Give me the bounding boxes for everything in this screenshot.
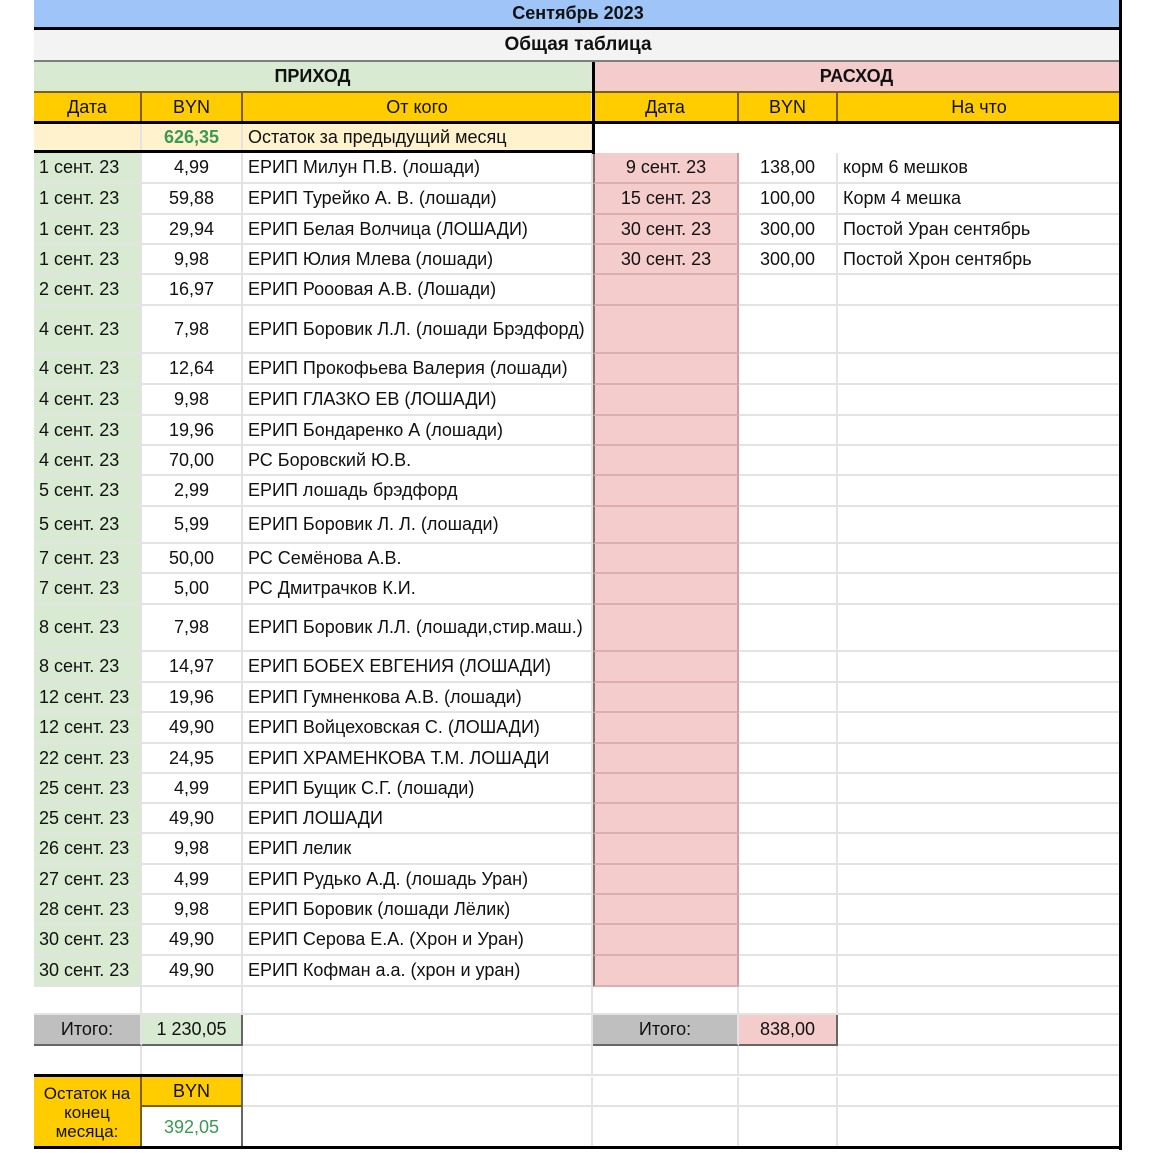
expense-amount-cell[interactable] bbox=[739, 774, 838, 804]
income-date-cell[interactable]: 25 сент. 23 bbox=[34, 774, 142, 804]
empty-cell[interactable] bbox=[243, 1107, 593, 1147]
table-row bbox=[34, 544, 1122, 574]
income-amount-cell[interactable]: 12,64 bbox=[142, 354, 243, 385]
expense-amount-cell[interactable]: 138,00 bbox=[739, 153, 838, 184]
income-amount-cell[interactable]: 49,90 bbox=[142, 925, 243, 956]
expense-amount-cell[interactable] bbox=[739, 713, 838, 744]
income-from-cell[interactable]: ЕРИП Белая Волчица (ЛОШАДИ) bbox=[243, 215, 593, 245]
expense-amount-cell[interactable] bbox=[739, 306, 838, 354]
empty-cell[interactable] bbox=[739, 987, 838, 1015]
expense-date-cell[interactable] bbox=[593, 306, 739, 354]
income-amount-cell[interactable]: 2,99 bbox=[142, 476, 243, 507]
expense-purpose-cell[interactable] bbox=[838, 774, 1122, 804]
empty-cell[interactable] bbox=[593, 987, 739, 1015]
expense-date-cell[interactable] bbox=[593, 416, 739, 446]
expense-date-cell[interactable] bbox=[593, 956, 739, 987]
income-from-cell[interactable]: ЕРИП Рооовая А.В. (Лошади) bbox=[243, 275, 593, 306]
expense-amount-cell[interactable] bbox=[739, 683, 838, 713]
income-total-label[interactable]: Итого: bbox=[34, 1015, 142, 1046]
month-end-balance-currency[interactable]: BYN bbox=[142, 1077, 243, 1107]
expense-amount-cell[interactable] bbox=[739, 574, 838, 605]
sheet-border-bottom bbox=[34, 1146, 1122, 1149]
sheet-title[interactable]: Сентябрь 2023 bbox=[34, 0, 1122, 30]
income-from-cell[interactable]: ЕРИП лелик bbox=[243, 834, 593, 865]
table-row bbox=[34, 834, 1122, 865]
income-amount-cell[interactable]: 4,99 bbox=[142, 153, 243, 184]
income-amount-cell[interactable]: 9,98 bbox=[142, 385, 243, 416]
income-from-cell[interactable]: ЕРИП Бондаренко А (лошади) bbox=[243, 416, 593, 446]
income-amount-cell[interactable]: 9,98 bbox=[142, 834, 243, 865]
income-date-cell[interactable]: 2 сент. 23 bbox=[34, 275, 142, 306]
empty-cell[interactable] bbox=[838, 1015, 1122, 1046]
balance-row-empty bbox=[243, 1077, 1122, 1107]
income-date-cell[interactable]: 4 сент. 23 bbox=[34, 446, 142, 476]
expense-purpose-cell[interactable] bbox=[838, 895, 1122, 925]
expense-purpose-cell[interactable] bbox=[838, 605, 1122, 652]
expense-date-cell[interactable] bbox=[593, 574, 739, 605]
expense-amount-cell[interactable] bbox=[739, 834, 838, 865]
income-amount-cell[interactable]: 4,99 bbox=[142, 774, 243, 804]
table-row bbox=[34, 956, 1122, 987]
income-date-cell[interactable]: 8 сент. 23 bbox=[34, 652, 142, 683]
income-from-cell[interactable]: ЕРИП Гумненкова А.В. (лошади) bbox=[243, 683, 593, 713]
income-from-cell[interactable]: ЕРИП ЛОШАДИ bbox=[243, 804, 593, 834]
expense-amount-cell[interactable] bbox=[739, 446, 838, 476]
income-amount-cell[interactable]: 29,94 bbox=[142, 215, 243, 245]
table-row bbox=[34, 385, 1122, 416]
expense-section-label[interactable]: РАСХОД bbox=[593, 62, 1122, 93]
table-row bbox=[34, 446, 1122, 476]
expense-header-purpose[interactable]: На что bbox=[838, 93, 1122, 124]
empty-cell[interactable] bbox=[593, 1107, 739, 1147]
expense-purpose-cell[interactable] bbox=[838, 476, 1122, 507]
income-amount-cell[interactable]: 49,90 bbox=[142, 804, 243, 834]
income-date-cell[interactable]: 22 сент. 23 bbox=[34, 744, 142, 774]
empty-cell[interactable] bbox=[243, 987, 593, 1015]
empty-cell[interactable] bbox=[142, 1046, 243, 1076]
income-date-cell[interactable]: 1 сент. 23 bbox=[34, 215, 142, 245]
income-from-cell[interactable]: ЕРИП Юлия Млева (лошади) bbox=[243, 245, 593, 275]
prev-balance-description[interactable]: Остаток за предыдущий месяц bbox=[243, 124, 593, 153]
expense-amount-cell[interactable]: 300,00 bbox=[739, 245, 838, 275]
income-from-cell[interactable]: ЕРИП Кофман а.а. (хрон и уран) bbox=[243, 956, 593, 987]
income-from-cell[interactable]: ЕРИП Милун П.В. (лошади) bbox=[243, 153, 593, 184]
table-row bbox=[34, 574, 1122, 605]
section-divider bbox=[592, 62, 595, 154]
income-from-cell[interactable]: ЕРИП Прокофьева Валерия (лошади) bbox=[243, 354, 593, 385]
expense-amount-cell[interactable] bbox=[739, 652, 838, 683]
section-header-row bbox=[34, 62, 1122, 93]
spacer-row bbox=[34, 987, 1122, 1015]
income-amount-cell[interactable]: 49,90 bbox=[142, 956, 243, 987]
empty-cell[interactable] bbox=[34, 987, 142, 1015]
expense-amount-cell[interactable] bbox=[739, 354, 838, 385]
expense-amount-cell[interactable] bbox=[739, 507, 838, 544]
income-date-cell[interactable]: 28 сент. 23 bbox=[34, 895, 142, 925]
income-header-amount[interactable]: BYN bbox=[142, 93, 243, 124]
income-amount-cell[interactable]: 49,90 bbox=[142, 713, 243, 744]
income-date-cell[interactable]: 30 сент. 23 bbox=[34, 925, 142, 956]
income-amount-cell[interactable]: 59,88 bbox=[142, 184, 243, 215]
empty-cell[interactable] bbox=[838, 987, 1122, 1015]
income-from-cell[interactable]: ЕРИП ГЛАЗКО ЕВ (ЛОШАДИ) bbox=[243, 385, 593, 416]
income-date-cell[interactable]: 4 сент. 23 bbox=[34, 416, 142, 446]
expense-amount-cell[interactable] bbox=[739, 476, 838, 507]
expense-purpose-cell[interactable] bbox=[838, 507, 1122, 544]
income-amount-cell[interactable]: 19,96 bbox=[142, 416, 243, 446]
expense-amount-cell[interactable] bbox=[739, 895, 838, 925]
income-amount-cell[interactable]: 7,98 bbox=[142, 605, 243, 652]
table-row bbox=[34, 683, 1122, 713]
table-row bbox=[34, 652, 1122, 683]
income-date-cell[interactable]: 1 сент. 23 bbox=[34, 153, 142, 184]
expense-purpose-cell[interactable]: Корм 4 мешка bbox=[838, 184, 1122, 215]
spacer-row bbox=[34, 1046, 1122, 1076]
expense-total-value[interactable]: 838,00 bbox=[739, 1015, 838, 1046]
income-from-cell[interactable]: ЕРИП лошадь брэдфорд bbox=[243, 476, 593, 507]
income-date-cell[interactable]: 5 сент. 23 bbox=[34, 476, 142, 507]
income-amount-cell[interactable]: 5,00 bbox=[142, 574, 243, 605]
empty-cell[interactable] bbox=[593, 1077, 739, 1107]
expense-purpose-cell[interactable] bbox=[838, 683, 1122, 713]
expense-purpose-cell[interactable] bbox=[838, 713, 1122, 744]
table-row bbox=[34, 507, 1122, 544]
sheet-subtitle[interactable]: Общая таблица bbox=[34, 30, 1122, 62]
totals-row bbox=[34, 1015, 1122, 1046]
table-row bbox=[34, 215, 1122, 245]
expense-date-cell[interactable]: 30 сент. 23 bbox=[593, 215, 739, 245]
balance-row-empty-2 bbox=[243, 1107, 1122, 1147]
expense-amount-cell[interactable]: 300,00 bbox=[739, 215, 838, 245]
table-row bbox=[34, 275, 1122, 306]
expense-purpose-cell[interactable]: Постой Хрон сентябрь bbox=[838, 245, 1122, 275]
expense-amount-cell[interactable] bbox=[739, 605, 838, 652]
income-section-label[interactable]: ПРИХОД bbox=[34, 62, 593, 93]
expense-purpose-cell[interactable] bbox=[838, 416, 1122, 446]
income-amount-cell[interactable]: 19,96 bbox=[142, 683, 243, 713]
income-from-cell[interactable]: ЕРИП ХРАМЕНКОВА Т.М. ЛОШАДИ bbox=[243, 744, 593, 774]
income-date-cell[interactable]: 4 сент. 23 bbox=[34, 306, 142, 354]
empty-cell[interactable] bbox=[243, 1015, 593, 1046]
expense-amount-cell[interactable]: 100,00 bbox=[739, 184, 838, 215]
income-date-cell[interactable]: 5 сент. 23 bbox=[34, 507, 142, 544]
income-from-cell[interactable]: РС Боровский Ю.В. bbox=[243, 446, 593, 476]
empty-cell[interactable] bbox=[838, 1046, 1122, 1076]
income-date-cell[interactable]: 4 сент. 23 bbox=[34, 385, 142, 416]
income-amount-cell[interactable]: 7,98 bbox=[142, 306, 243, 354]
expense-date-cell[interactable] bbox=[593, 385, 739, 416]
expense-amount-cell[interactable] bbox=[739, 416, 838, 446]
expense-purpose-cell[interactable] bbox=[838, 956, 1122, 987]
expense-date-cell[interactable] bbox=[593, 652, 739, 683]
expense-purpose-cell[interactable] bbox=[838, 865, 1122, 895]
table-row bbox=[34, 354, 1122, 385]
empty-cell[interactable] bbox=[739, 1077, 838, 1107]
income-from-cell[interactable]: ЕРИП Рудько А.Д. (лошадь Уран) bbox=[243, 865, 593, 895]
table-row bbox=[34, 804, 1122, 834]
expense-date-cell[interactable] bbox=[593, 925, 739, 956]
expense-purpose-cell[interactable] bbox=[838, 804, 1122, 834]
expense-header-amount[interactable]: BYN bbox=[739, 93, 838, 124]
expense-amount-cell[interactable] bbox=[739, 544, 838, 574]
empty-cell[interactable] bbox=[739, 1107, 838, 1147]
income-total-value[interactable]: 1 230,05 bbox=[142, 1015, 243, 1046]
expense-date-cell[interactable] bbox=[593, 713, 739, 744]
expense-purpose-cell[interactable] bbox=[838, 925, 1122, 956]
empty-cell[interactable] bbox=[142, 987, 243, 1015]
income-date-cell[interactable]: 27 сент. 23 bbox=[34, 865, 142, 895]
expense-date-cell[interactable] bbox=[593, 507, 739, 544]
expense-amount-cell[interactable] bbox=[739, 804, 838, 834]
income-amount-cell[interactable]: 50,00 bbox=[142, 544, 243, 574]
expense-date-cell[interactable] bbox=[593, 544, 739, 574]
empty-cell[interactable] bbox=[838, 1107, 1122, 1147]
income-from-cell[interactable]: ЕРИП Боровик (лошади Лёлик) bbox=[243, 895, 593, 925]
prev-balance-amount[interactable]: 626,35 bbox=[142, 124, 243, 153]
income-date-cell[interactable]: 12 сент. 23 bbox=[34, 713, 142, 744]
month-end-balance-value[interactable]: 392,05 bbox=[142, 1107, 243, 1147]
income-from-cell[interactable]: ЕРИП Боровик Л. Л. (лошади) bbox=[243, 507, 593, 544]
empty-cell[interactable] bbox=[243, 1046, 593, 1076]
income-from-cell[interactable]: ЕРИП Серова Е.А. (Хрон и Уран) bbox=[243, 925, 593, 956]
income-from-cell[interactable]: ЕРИП Турейко А. В. (лошади) bbox=[243, 184, 593, 215]
income-from-cell[interactable]: РС Семёнова А.В. bbox=[243, 544, 593, 574]
table-row bbox=[34, 774, 1122, 804]
expense-date-cell[interactable] bbox=[593, 446, 739, 476]
expense-date-cell[interactable] bbox=[593, 275, 739, 306]
expense-amount-cell[interactable] bbox=[739, 865, 838, 895]
expense-date-cell[interactable] bbox=[593, 605, 739, 652]
expense-date-cell[interactable]: 30 сент. 23 bbox=[593, 245, 739, 275]
income-amount-cell[interactable]: 4,99 bbox=[142, 865, 243, 895]
income-date-cell[interactable]: 26 сент. 23 bbox=[34, 834, 142, 865]
table-row bbox=[34, 865, 1122, 895]
expense-date-cell[interactable] bbox=[593, 865, 739, 895]
table-row bbox=[34, 153, 1122, 184]
column-header-row bbox=[34, 93, 1122, 124]
table-row bbox=[34, 713, 1122, 744]
table-row bbox=[34, 476, 1122, 507]
expense-date-cell[interactable] bbox=[593, 774, 739, 804]
empty-cell[interactable] bbox=[739, 1046, 838, 1076]
expense-purpose-cell[interactable]: Постой Уран сентябрь bbox=[838, 215, 1122, 245]
sheet-border-right bbox=[1119, 0, 1122, 1150]
expense-amount-cell[interactable] bbox=[739, 925, 838, 956]
month-end-balance-label-cell[interactable] bbox=[34, 1077, 142, 1147]
income-date-cell[interactable]: 30 сент. 23 bbox=[34, 956, 142, 987]
table-row bbox=[34, 245, 1122, 275]
empty-cell[interactable] bbox=[34, 1046, 142, 1076]
income-from-cell[interactable]: ЕРИП БОБЕХ ЕВГЕНИЯ (ЛОШАДИ) bbox=[243, 652, 593, 683]
income-date-cell[interactable]: 7 сент. 23 bbox=[34, 544, 142, 574]
expense-purpose-cell[interactable] bbox=[838, 744, 1122, 774]
expense-purpose-cell[interactable] bbox=[838, 306, 1122, 354]
table-row bbox=[34, 416, 1122, 446]
expense-date-cell[interactable] bbox=[593, 476, 739, 507]
expense-date-cell[interactable] bbox=[593, 744, 739, 774]
expense-header-date[interactable]: Дата bbox=[593, 93, 739, 124]
expense-date-cell[interactable] bbox=[593, 354, 739, 385]
previous-balance-row bbox=[34, 124, 1122, 153]
income-from-cell[interactable]: РС Дмитрачков К.И. bbox=[243, 574, 593, 605]
expense-amount-cell[interactable] bbox=[739, 744, 838, 774]
table-row bbox=[34, 925, 1122, 956]
income-date-cell[interactable]: 1 сент. 23 bbox=[34, 245, 142, 275]
expense-purpose-cell[interactable] bbox=[838, 652, 1122, 683]
table-row bbox=[34, 605, 1122, 652]
income-amount-cell[interactable]: 9,98 bbox=[142, 895, 243, 925]
expense-purpose-cell[interactable] bbox=[838, 574, 1122, 605]
expense-purpose-cell[interactable] bbox=[838, 354, 1122, 385]
income-date-cell[interactable]: 4 сент. 23 bbox=[34, 354, 142, 385]
expense-purpose-cell[interactable] bbox=[838, 834, 1122, 865]
expense-date-cell[interactable] bbox=[593, 834, 739, 865]
income-date-cell[interactable]: 25 сент. 23 bbox=[34, 804, 142, 834]
expense-total-label[interactable]: Итого: bbox=[593, 1015, 739, 1046]
expense-purpose-cell[interactable] bbox=[838, 544, 1122, 574]
prev-balance-date[interactable] bbox=[34, 124, 142, 153]
expense-purpose-cell[interactable]: корм 6 мешков bbox=[838, 153, 1122, 184]
table-row bbox=[34, 184, 1122, 215]
expense-purpose-cell[interactable] bbox=[838, 385, 1122, 416]
expense-date-cell[interactable] bbox=[593, 895, 739, 925]
income-date-cell[interactable]: 7 сент. 23 bbox=[34, 574, 142, 605]
income-amount-cell[interactable]: 16,97 bbox=[142, 275, 243, 306]
expense-purpose-cell[interactable] bbox=[838, 446, 1122, 476]
income-amount-cell[interactable]: 24,95 bbox=[142, 744, 243, 774]
income-amount-cell[interactable]: 70,00 bbox=[142, 446, 243, 476]
expense-amount-cell[interactable] bbox=[739, 385, 838, 416]
expense-amount-cell[interactable] bbox=[739, 956, 838, 987]
table-row bbox=[34, 306, 1122, 354]
table-row bbox=[34, 895, 1122, 925]
expense-date-cell[interactable]: 9 сент. 23 bbox=[593, 153, 739, 184]
expense-date-cell[interactable]: 15 сент. 23 bbox=[593, 184, 739, 215]
table-row bbox=[34, 744, 1122, 774]
income-amount-cell[interactable]: 14,97 bbox=[142, 652, 243, 683]
month-end-balance-label: Остаток на конец месяца: bbox=[43, 1083, 131, 1141]
income-header-from[interactable]: От кого bbox=[243, 93, 593, 124]
expense-amount-cell[interactable] bbox=[739, 275, 838, 306]
expense-purpose-cell[interactable] bbox=[838, 275, 1122, 306]
income-date-cell[interactable]: 12 сент. 23 bbox=[34, 683, 142, 713]
income-header-date[interactable]: Дата bbox=[34, 93, 142, 124]
income-amount-cell[interactable]: 9,98 bbox=[142, 245, 243, 275]
empty-cell[interactable] bbox=[838, 1077, 1122, 1107]
income-date-cell[interactable]: 8 сент. 23 bbox=[34, 605, 142, 652]
income-from-cell[interactable]: ЕРИП Боровик Л.Л. (лошади,стир.маш.) bbox=[243, 605, 593, 652]
empty-cell[interactable] bbox=[243, 1077, 593, 1107]
empty-cell[interactable] bbox=[593, 1046, 739, 1076]
expense-date-cell[interactable] bbox=[593, 804, 739, 834]
income-date-cell[interactable]: 1 сент. 23 bbox=[34, 184, 142, 215]
expense-date-cell[interactable] bbox=[593, 683, 739, 713]
income-from-cell[interactable]: ЕРИП Войцеховская С. (ЛОШАДИ) bbox=[243, 713, 593, 744]
income-from-cell[interactable]: ЕРИП Боровик Л.Л. (лошади Брэдфорд) bbox=[243, 306, 593, 354]
income-amount-cell[interactable]: 5,99 bbox=[142, 507, 243, 544]
income-from-cell[interactable]: ЕРИП Бущик С.Г. (лошади) bbox=[243, 774, 593, 804]
